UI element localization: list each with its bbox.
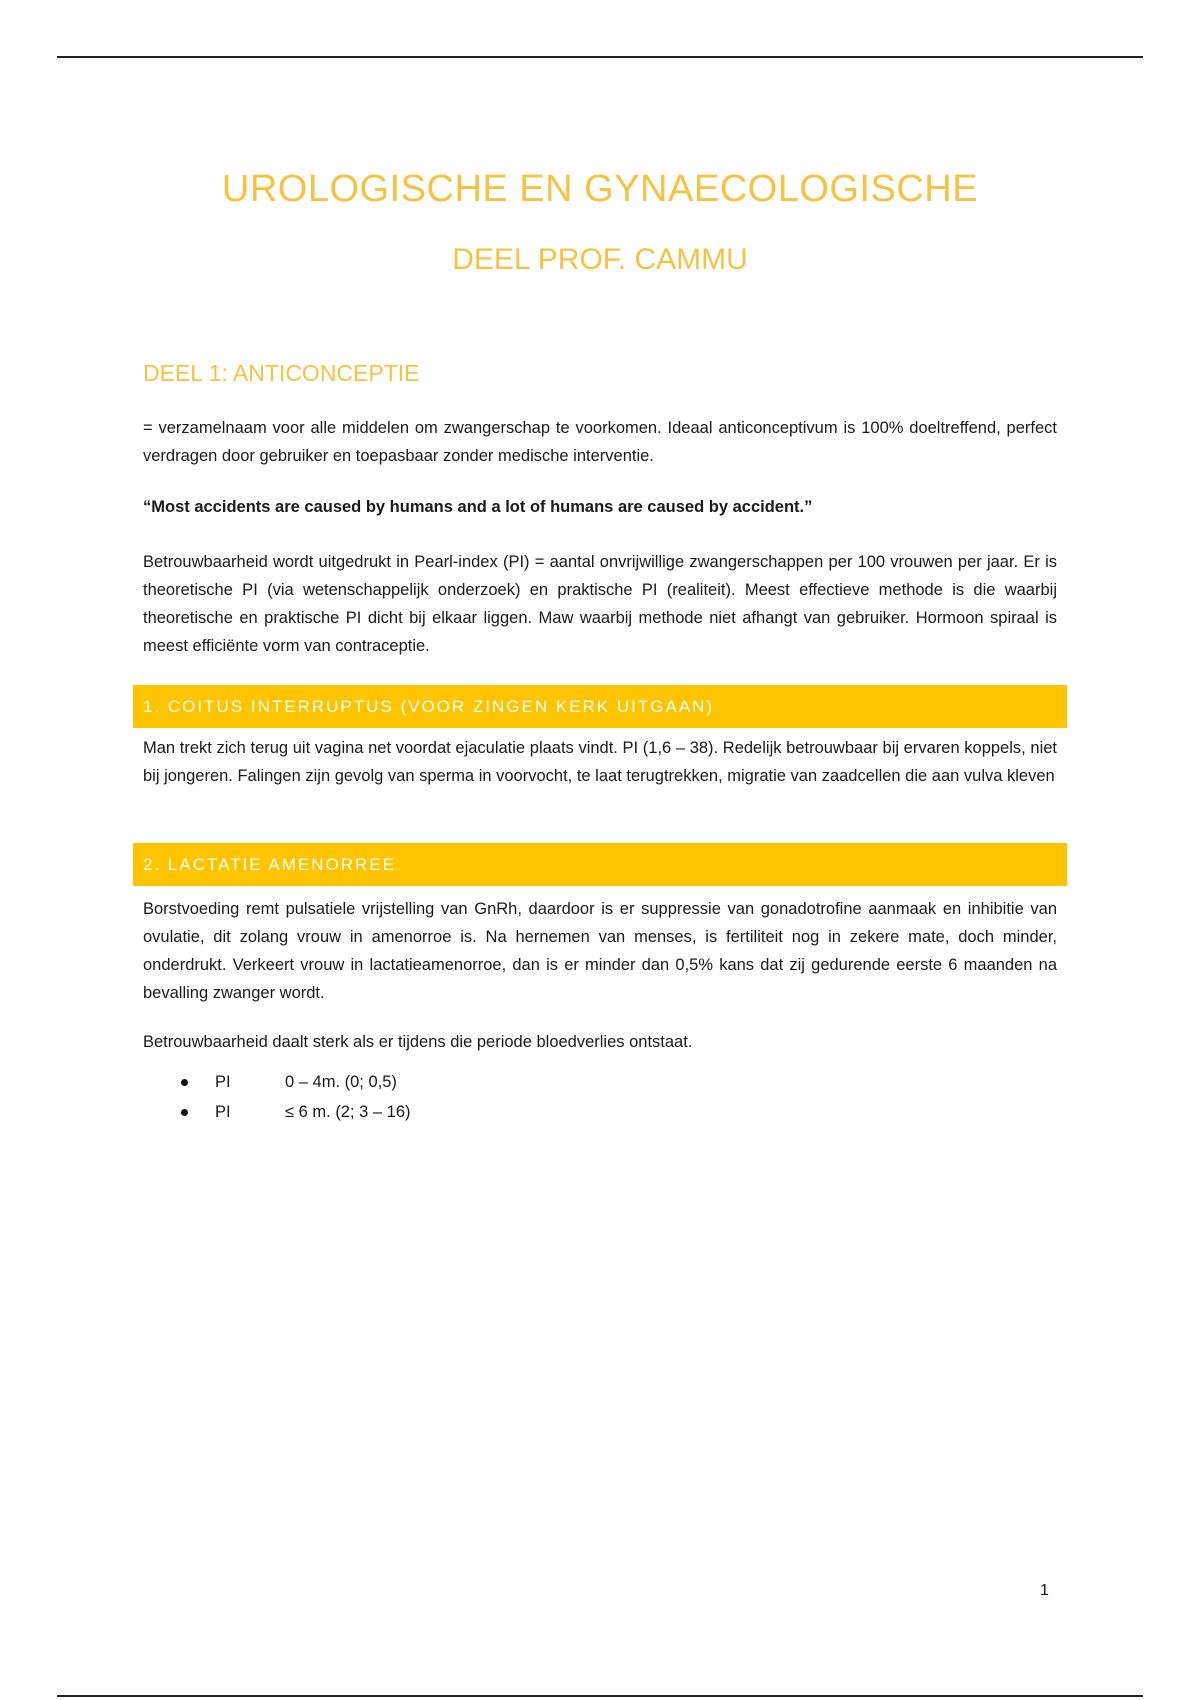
section-heading: 2. LACTATIE AMENORREE xyxy=(143,855,396,874)
document-title: UROLOGISCHE EN GYNAECOLOGISCHE xyxy=(221,168,979,210)
footer-rule xyxy=(57,1695,1143,1697)
pearl-index-paragraph: Betrouwbaarheid wordt uitgedrukt in Pearl-index (PI) = aantal onvrijwillige zwangerschappen per 100 vrouwen per jaar. Er is theoretische PI (via wetenschappelijk onderzoek) en praktische PI (realiteit). Meest effectieve methode is die waarbij theoretische en praktische PI dicht bij elkaar liggen. Maw waarbij methode niet afhangt van gebruiker. Hormoon spiraal is meest efficiënte vorm van contraceptie. xyxy=(143,553,1057,655)
intro-paragraph: = verzamelnaam voor alle middelen om zwangerschap te voorkomen. Ideaal anticonceptivum is 100% doeltreffend, perfect verdragen door gebruiker en toepasbaar zonder medische interventie. xyxy=(143,419,1057,465)
page-number: 1 xyxy=(1040,1582,1049,1599)
list-item-value: 0 – 4m. (0; 0,5) xyxy=(285,1073,397,1091)
bullet-icon xyxy=(181,1079,188,1086)
list-item-value: ≤ 6 m. (2; 3 – 16) xyxy=(285,1103,411,1121)
section-heading: 1. COITUS INTERRUPTUS (VOOR ZINGEN KERK UITGAAN) xyxy=(143,697,715,716)
list-item-term: PI xyxy=(215,1073,231,1091)
header-rule xyxy=(57,56,1143,58)
coitus-paragraph: Man trekt zich terug uit vagina net voordat ejaculatie plaats vindt. PI (1,6 – 38). Redelijk betrouwbaar bij ervaren koppels, niet bij jongeren. Falingen zijn gevolg van sperma in voorvocht, te laat terugtrekken, migratie van zaadcellen die aan vulva kleven xyxy=(143,739,1057,785)
part-heading: DEEL 1: ANTICONCEPTIE xyxy=(143,360,420,386)
quote-paragraph: “Most accidents are caused by humans and a lot of humans are caused by accident.” xyxy=(143,498,813,516)
bullet-icon xyxy=(181,1109,188,1116)
section-band-coitus xyxy=(133,685,1067,728)
document-subtitle: DEEL PROF. CAMMU xyxy=(452,243,748,276)
reliability-paragraph: Betrouwbaarheid daalt sterk als er tijdens die periode bloedverlies ontstaat. xyxy=(143,1033,693,1051)
list-item-term: PI xyxy=(215,1103,231,1121)
section-band-lactatie xyxy=(133,843,1067,886)
lactatie-paragraph: Borstvoeding remt pulsatiele vrijstelling van GnRh, daardoor is er suppressie van gonadotrofine aanmaak en inhibitie van ovulatie, dit zolang vrouw in amenorroe is. Na hernemen van menses, is fertiliteit nog in zekere mate, doch minder, onderdrukt. Verkeert vrouw in lactatieamenorroe, dan is er minder dan 0,5% kans dat zij gedurende eerste 6 maanden na bevalling zwanger wordt. xyxy=(143,900,1057,1002)
